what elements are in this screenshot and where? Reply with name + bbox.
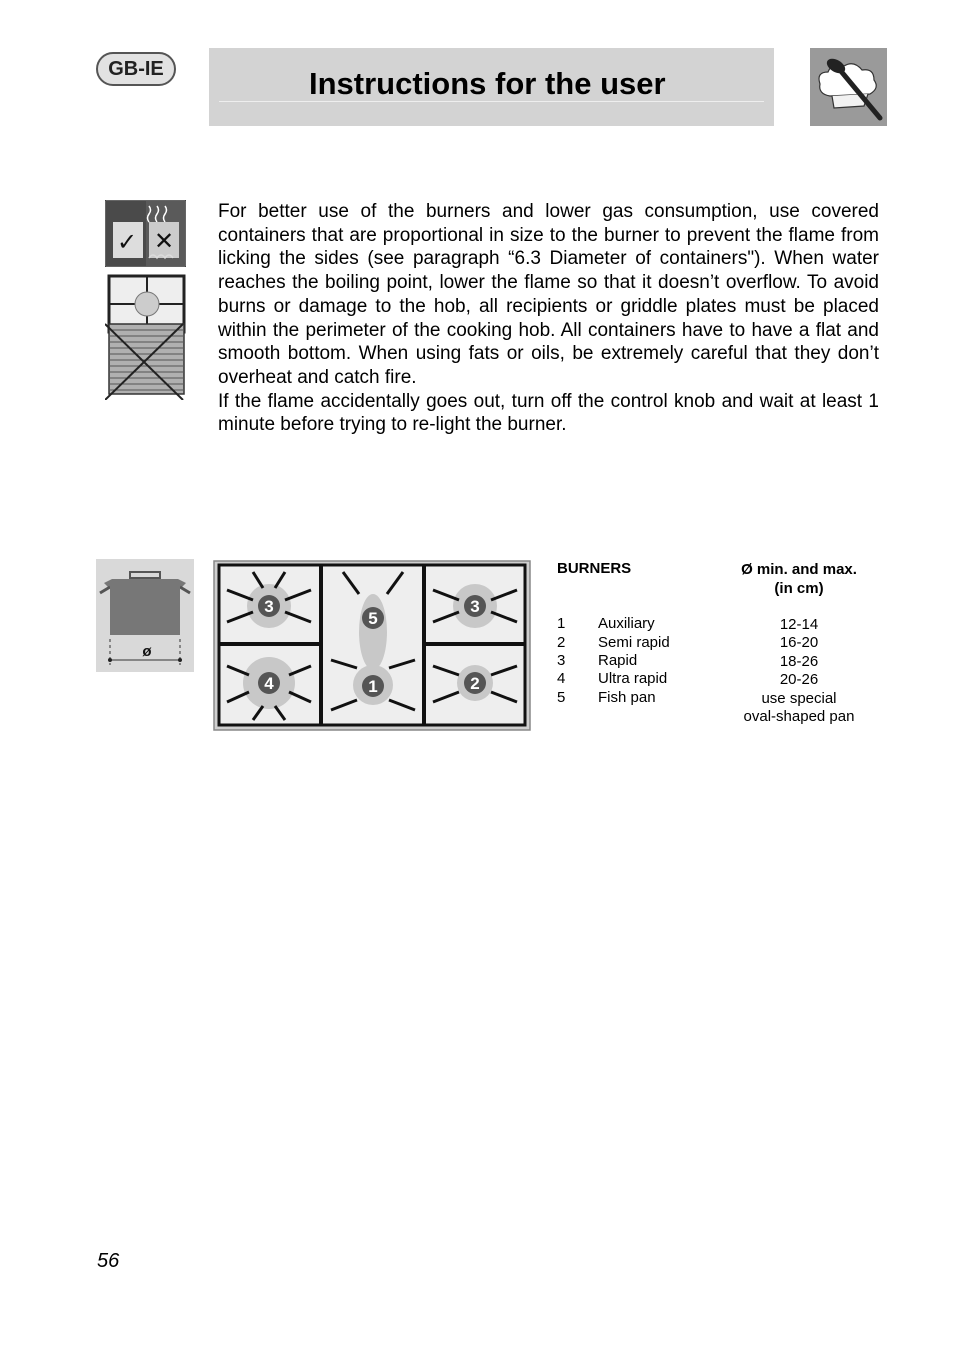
diameter-header-line2: (in cm) xyxy=(774,580,824,597)
burner-diameter-note: oval-shaped pan xyxy=(743,708,855,725)
burner-number: 1 xyxy=(557,615,566,632)
burner-name: Rapid xyxy=(598,652,638,669)
burner-label-auxiliary: 1 xyxy=(368,677,378,696)
check-mark-icon: ✓ xyxy=(116,228,138,256)
covered-pot-icon xyxy=(105,200,186,267)
burner-diameter: 18-26 xyxy=(779,653,819,670)
region-badge: GB-IE xyxy=(96,52,176,86)
burner-name: Auxiliary xyxy=(598,615,655,632)
title-bar xyxy=(209,48,774,126)
hob-burner-layout-diagram xyxy=(213,560,531,731)
burner-number: 3 xyxy=(557,652,566,669)
burner-diameter: 16-20 xyxy=(779,634,819,651)
diameter-symbol: ø xyxy=(142,643,152,660)
diameter-header-line1: Ø min. and max. xyxy=(741,561,857,578)
page-title: Instructions for the user xyxy=(309,66,666,101)
diameter-column-header xyxy=(728,560,870,598)
table-row xyxy=(557,670,877,688)
table-row xyxy=(557,615,877,633)
burner-name: Semi rapid xyxy=(598,634,670,651)
pot-diameter-icon xyxy=(96,559,194,672)
burner-label-ultra-rapid: 4 xyxy=(264,674,274,693)
chef-spoon-logo-icon xyxy=(810,48,887,126)
burner-label-rapid-right: 3 xyxy=(470,597,480,616)
table-row xyxy=(557,634,877,652)
table-row xyxy=(557,689,877,725)
burners-column-header: BURNERS xyxy=(557,560,632,577)
burner-diameter: 20-26 xyxy=(779,671,819,688)
burner-label-fish-pan: 5 xyxy=(368,609,378,628)
griddle-on-grid-icon xyxy=(105,274,186,400)
burner-number: 5 xyxy=(557,689,566,706)
paragraph-containers: For better use of the burners and lower gas consumption, use covered containers that are proportional in size to the burner to prevent the flame from licking the sides (see paragraph “6.3 Diameter of containers"). When water reaches the boiling point, lower the flame so that it doesn’t overflow. To avoid burns or damage to the hob, all recipients or griddle plates must be placed within the perimeter of the cooking hob. All containers have to have a flat and smooth bottom. When using fats or oils, be extremely careful that they don’t overheat and catch fire. xyxy=(218,201,879,388)
burner-number: 4 xyxy=(557,670,566,687)
page-number: 56 xyxy=(97,1250,120,1272)
burner-label-semi-rapid: 2 xyxy=(470,674,480,693)
table-row xyxy=(557,652,877,670)
burner-label-rapid-left: 3 xyxy=(264,597,274,616)
burner-number: 2 xyxy=(557,634,566,651)
burner-name: Fish pan xyxy=(598,689,656,706)
burner-diameter: use special xyxy=(761,690,837,707)
instructions-text xyxy=(218,200,879,437)
cross-mark-icon: ✕ xyxy=(153,227,175,255)
paragraph-flame-out: If the flame accidentally goes out, turn off the control knob and wait at least 1 minute before trying to re-light the burner. xyxy=(218,390,879,436)
burner-diameter: 12-14 xyxy=(779,616,819,633)
burner-name: Ultra rapid xyxy=(598,670,668,687)
